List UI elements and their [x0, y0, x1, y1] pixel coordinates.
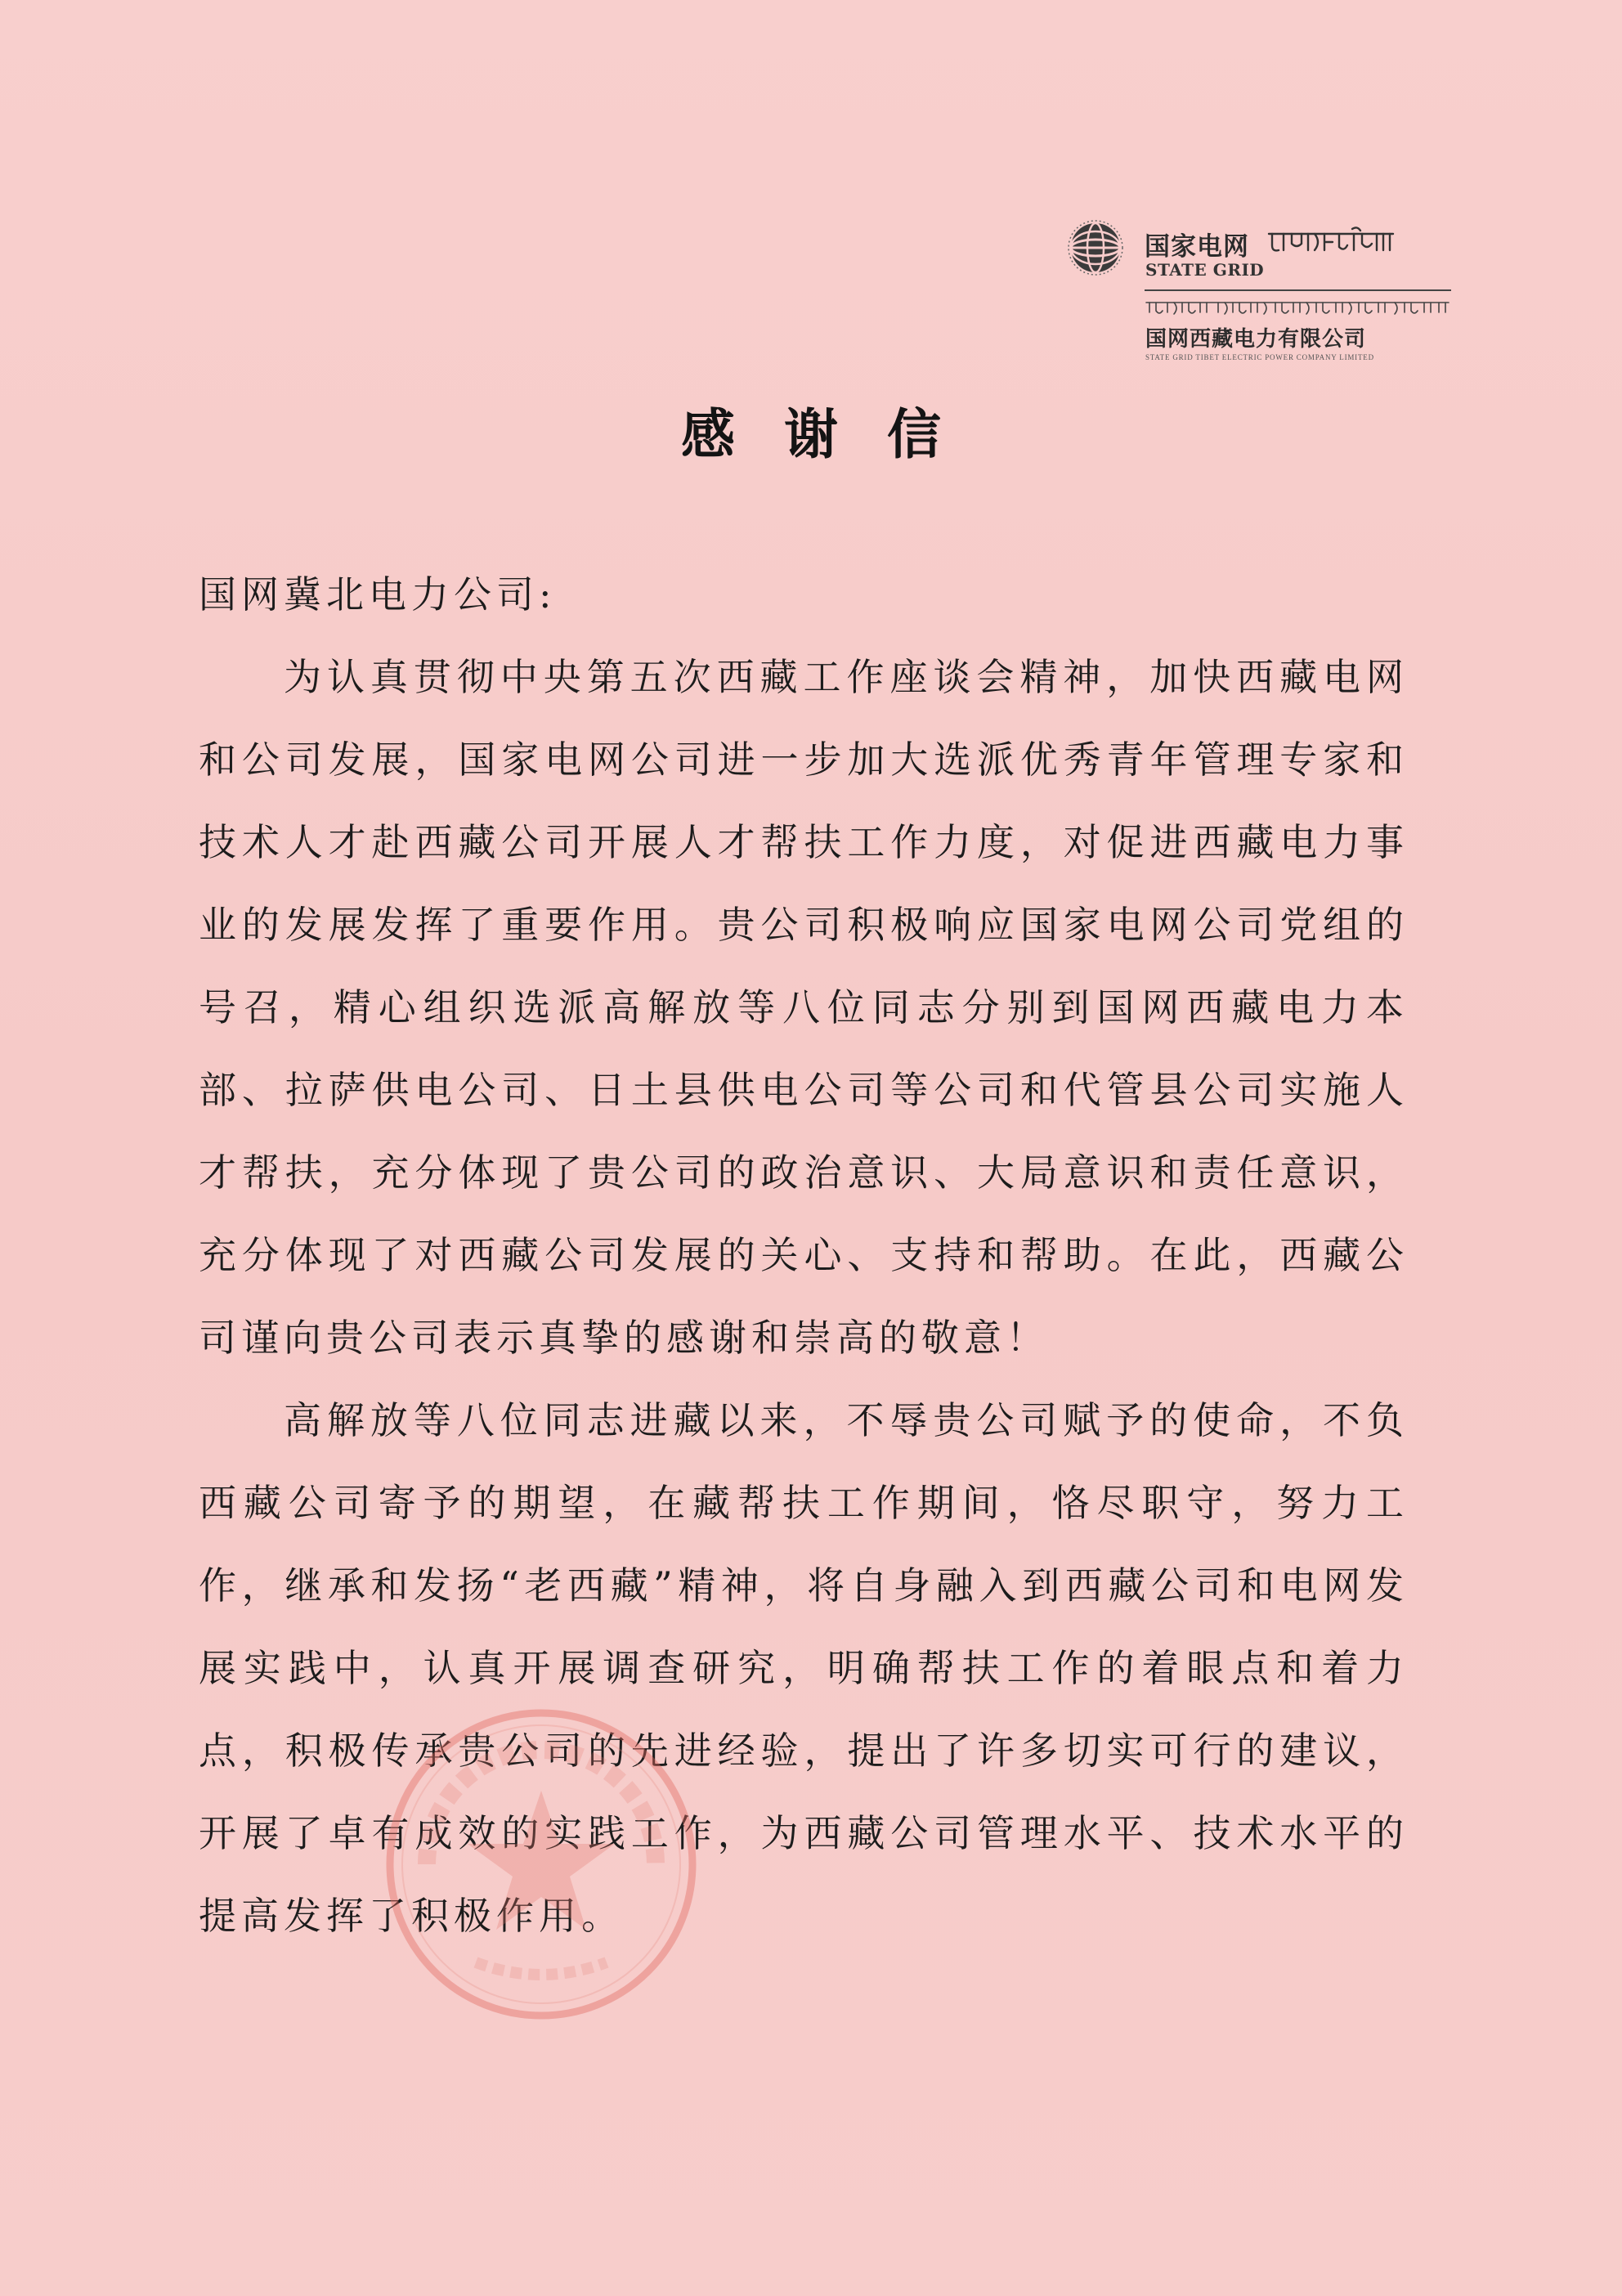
paragraph-2: 高解放等八位同志进藏以来，不辱贵公司赋予的使命，不负西藏公司寄予的期望，在藏帮扶工作期间，恪尽职守，努力工作，继承和发扬“老西藏”精神，将自身融入到西藏公司和电网发展实践中，认真开展调查研究，明确帮扶工作的着眼点和着力点，积极传承贵公司的先进经验，提出了许多切实可行的建议，开展了卓有成效的实践工作，为西藏公司管理水平、技术水平的提高发挥了积极作用。 — [199, 1398, 1409, 1938]
company-tibetan-script — [1145, 296, 1451, 319]
letter-body — [199, 554, 1409, 1957]
paragraph-1: 为认真贯彻中央第五次西藏工作座谈会精神，加快西藏电网和公司发展，国家电网公司进一步加大选派优秀青年管理专家和技术人才赴西藏公司开展人才帮扶工作力度，对促进西藏电力事业的发展发挥了重要作用。贵公司积极响应国家电网公司党组的号召，精心组织选派高解放等八位同志分别到国网西藏电力本部、拉萨供电公司、日土县供电公司等公司和代管县公司实施人才帮扶，充分体现了贵公司的政治意识、大局意识和责任意识，充分体现了对西藏公司发展的关心、支持和帮助。在此，西藏公司谨向贵公司表示真挚的感谢和崇高的敬意！ — [199, 655, 1409, 1360]
letterhead — [1067, 214, 1451, 370]
brand-name-en: STATE GRID — [1145, 260, 1265, 280]
brand-tibetan-script — [1266, 226, 1396, 258]
salutation: 国网冀北电力公司: — [199, 572, 557, 617]
state-grid-globe-icon — [1067, 219, 1124, 276]
letterhead-divider — [1145, 289, 1451, 291]
brand-name-cn: 国家电网 — [1145, 232, 1249, 262]
company-name-en: STATE GRID TIBET ELECTRIC POWER COMPANY LIMITED — [1145, 353, 1374, 361]
company-name-cn: 国网西藏电力有限公司 — [1145, 327, 1367, 352]
letter-title: 感谢信 — [681, 402, 990, 466]
